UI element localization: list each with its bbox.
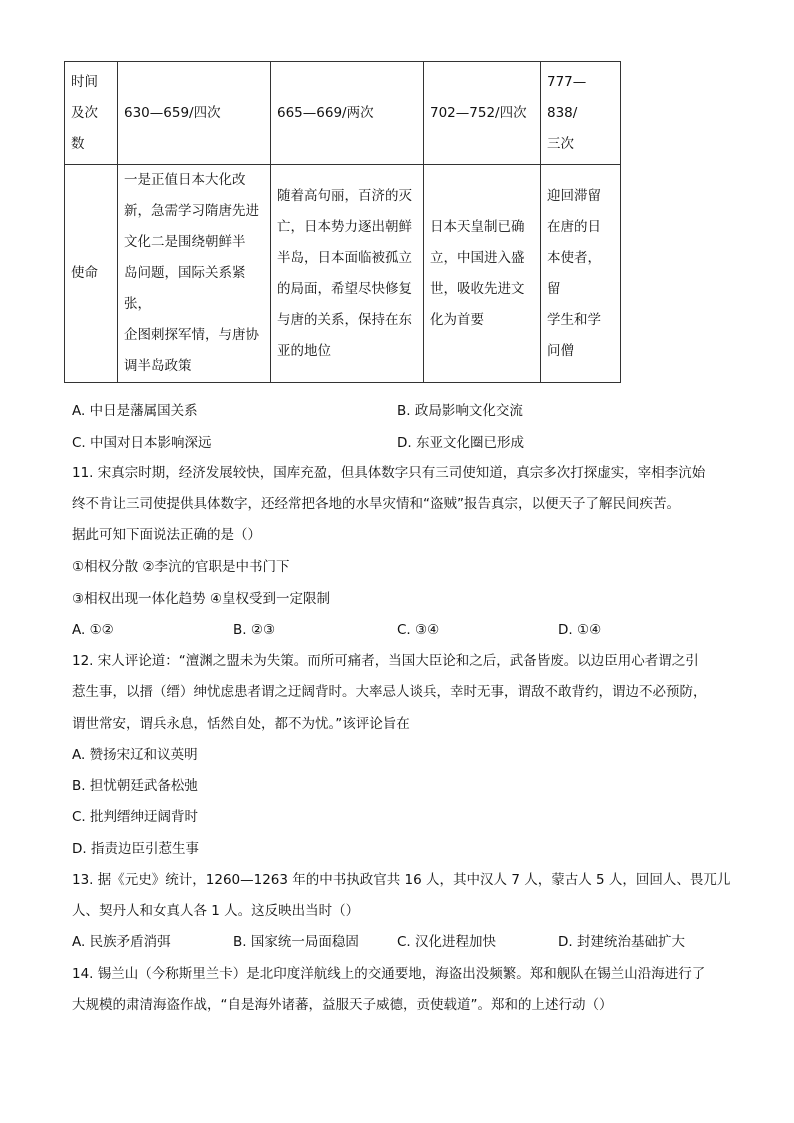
table-row <box>65 165 621 383</box>
table-cell: 702—752/四次 <box>424 62 541 165</box>
table-cell: 一是正值日本大化改 新，急需学习隋唐先进 文化二是围绕朝鲜半 岛问题，国际关系紧张， 企图刺探军情，与唐协 调半岛政策 <box>118 165 271 383</box>
question-12-line: 12. 宋人评论道：“澶渊之盟未为失策。而所可痛者，当国大臣论和之后，武备皆废。以边臣用心者谓之引 <box>72 653 699 669</box>
option-a[interactable]: A. 中日是藩属国关系 <box>72 403 198 419</box>
table-cell: 使命 <box>65 165 118 383</box>
question-13-line: 人、契丹人和女真人各 1 人。这反映出当时（） <box>72 903 360 919</box>
question-11-line: 据此可知下面说法正确的是（） <box>72 527 261 543</box>
envoy-table <box>64 61 621 383</box>
question-12-line: 谓世常安，谓兵永息，恬然自处，都不为忧。”该评论旨在 <box>72 716 410 732</box>
question-11-line: 11. 宋真宗时期，经济发展较快，国库充盈，但具体数字只有三司使知道，真宗多次打探虚实，宰相李沆始 <box>72 465 706 481</box>
question-12-line: 惹生事，以搢（缙）绅忧虑患者谓之迂阔背时。大率忌人谈兵，幸时无事，谓敌不敢背约，谓边不必预防， <box>72 684 707 700</box>
option-a[interactable]: A. ①② <box>72 622 114 638</box>
option-d[interactable]: D. 指责边臣引惹生事 <box>72 841 199 857</box>
option-c[interactable]: C. 批判缙绅迂阔背时 <box>72 809 199 825</box>
option-b[interactable]: B. 政局影响文化交流 <box>397 403 523 419</box>
question-14-line: 大规模的肃清海盗作战，“自是海外诸蕃，益服天子威德，贡使载道”。郑和的上述行动（） <box>72 997 613 1013</box>
table-cell: 迎回滞留 在唐的日 本使者，留 学生和学 问僧 <box>541 165 621 383</box>
table-cell: 随着高句丽，百济的灭 亡，日本势力逐出朝鲜 半岛，日本面临被孤立 的局面，希望尽快修复 与唐的关系，保持在东 亚的地位 <box>271 165 424 383</box>
option-b[interactable]: B. 担忧朝廷武备松弛 <box>72 778 198 794</box>
option-d[interactable]: D. 东亚文化圈已形成 <box>397 435 524 451</box>
table-cell: 665—669/两次 <box>271 62 424 165</box>
table-row <box>65 62 621 165</box>
option-a[interactable]: A. 赞扬宋辽和议英明 <box>72 747 198 763</box>
option-d[interactable]: D. 封建统治基础扩大 <box>558 934 685 950</box>
question-11-statements: ③相权出现一体化趋势 ④皇权受到一定限制 <box>72 591 330 607</box>
option-c[interactable]: C. ③④ <box>397 622 440 638</box>
table-cell: 777—838/ 三次 <box>541 62 621 165</box>
option-b[interactable]: B. ②③ <box>233 622 276 638</box>
option-c[interactable]: C. 中国对日本影响深远 <box>72 435 212 451</box>
question-13-line: 13. 据《元史》统计，1260—1263 年的中书执政官共 16 人，其中汉人 7 人，蒙古人 5 人，回回人、畏兀儿 <box>72 872 731 888</box>
option-c[interactable]: C. 汉化进程加快 <box>397 934 497 950</box>
option-a[interactable]: A. 民族矛盾消弭 <box>72 934 171 950</box>
table-cell: 日本天皇制已确 立，中国进入盛 世，吸收先进文 化为首要 <box>424 165 541 383</box>
question-11-statements: ①相权分散 ②李沆的官职是中书门下 <box>72 559 290 575</box>
question-14-line: 14. 锡兰山（今称斯里兰卡）是北印度洋航线上的交通要地，海盗出没频繁。郑和舰队在锡兰山沿海进行了 <box>72 966 706 982</box>
option-b[interactable]: B. 国家统一局面稳固 <box>233 934 359 950</box>
table-cell: 时间 及次 数 <box>65 62 118 165</box>
question-11-line: 终不肯让三司使提供具体数字，还经常把各地的水旱灾情和“盗贼”报告真宗，以便天子了解民间疾苦。 <box>72 496 680 512</box>
option-d[interactable]: D. ①④ <box>558 622 602 638</box>
table-cell: 630—659/四次 <box>118 62 271 165</box>
